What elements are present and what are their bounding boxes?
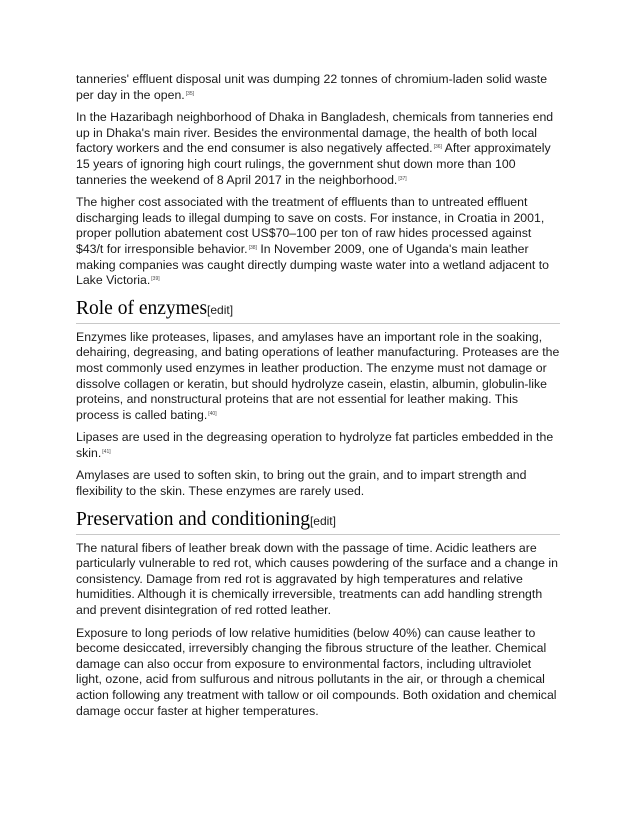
document-page [76,72,560,726]
edit-link-enzymes[interactable]: [edit] [207,302,234,317]
paragraph-text: Exposure to long periods of low relative humidities (below 40%) can cause leather to become desiccated, irreversibly changing the fibrous structure of the leather. Chemical damage can also occur from exposure to environmental factors, including ultraviolet light, ozone, acid from sulfurous and nitrous pollutants in the air, or through a chemical action following any treatment with tallow or oil compounds. Both oxidation and chemical damage occur faster at higher temperatures. [76,625,557,718]
paragraph [76,468,560,499]
intro-section [76,72,560,289]
citation-link[interactable]: [36] [433,144,442,151]
heading-title: Preservation and conditioning [76,508,310,530]
paragraph-text: Amylases are used to soften skin, to bring out the grain, and to impart strength and flexibility to the skin. These enzymes are rarely used. [76,468,527,499]
preservation-section-body [76,541,560,720]
heading-title: Role of enzymes [76,297,208,319]
paragraph [76,541,560,619]
paragraph [76,626,560,720]
paragraph [76,195,560,289]
paragraph [76,430,560,461]
paragraph-text: After approximately 15 years of ignoring high court rulings, the government shut down more than 100 tanneries the weekend of 8 April 2017 in the neighborhood. [76,141,551,187]
paragraph-text: Enzymes like proteases, lipases, and amylases have an important role in the soaking, dehairing, degreasing, and bating operations of leather manufacturing. Proteases are the most commonly used enzymes in leather production. The enzyme must not damage or dissolve collagen or keratin, but should hydrolyze casein, elastin, albumin, globulin-like proteins, and nonstructural proteins that are not essential for leather making. This process is called bating. [76,329,560,422]
paragraph-text: tanneries' effluent disposal unit was dumping 22 tonnes of chromium-laden solid waste per day in the open. [76,72,548,102]
citation-link[interactable]: [38] [248,244,257,251]
paragraph-text: In November 2009, one of Uganda's main leather making companies was caught directly dumping waste water into a wetland adjacent to Lake Victoria. [76,241,550,288]
paragraph-text: The natural fibers of leather break down with the passage of time. Acidic leathers are particularly vulnerable to red rot, which causes powdering of the surface and a change in consistency. Damage from red rot is aggravated by high temperatures and relative humidities. Although it is chemically irreversible, treatments can add handling strength and prevent disintegration of red rotted leather. [76,540,558,618]
citation-link[interactable]: [37] [398,175,407,182]
heading-preservation-and-conditioning [76,508,560,535]
citation-link[interactable]: [40] [208,410,217,417]
edit-link-preservation[interactable]: [edit] [309,513,336,528]
paragraph-text: In the Hazaribagh neighborhood of Dhaka in Bangladesh, chemicals from tanneries end up in Dhaka's main river. Besides the environmental damage, the health of both local factory workers and the end consumer is also negatively affected. [76,110,554,156]
heading-role-of-enzymes [76,297,560,324]
paragraph-text: Lipases are used in the degreasing operation to hydrolyze fat particles embedded in the skin. [76,430,554,460]
paragraph [76,110,560,188]
citation-link[interactable]: [41] [102,448,111,455]
paragraph [76,72,560,103]
citation-link[interactable]: [39] [151,276,160,283]
paragraph [76,330,560,424]
citation-link[interactable]: [35] [185,90,195,97]
paragraph-text: The higher cost associated with the treatment of effluents than to untreated effluent discharging leads to illegal dumping to save on costs. For instance, in Croatia in 2001, proper pollution abatement cost US$70–100 per ton of raw hides processed against $43/t for irresponsible behavior. [76,195,545,256]
enzymes-section-body [76,330,560,500]
